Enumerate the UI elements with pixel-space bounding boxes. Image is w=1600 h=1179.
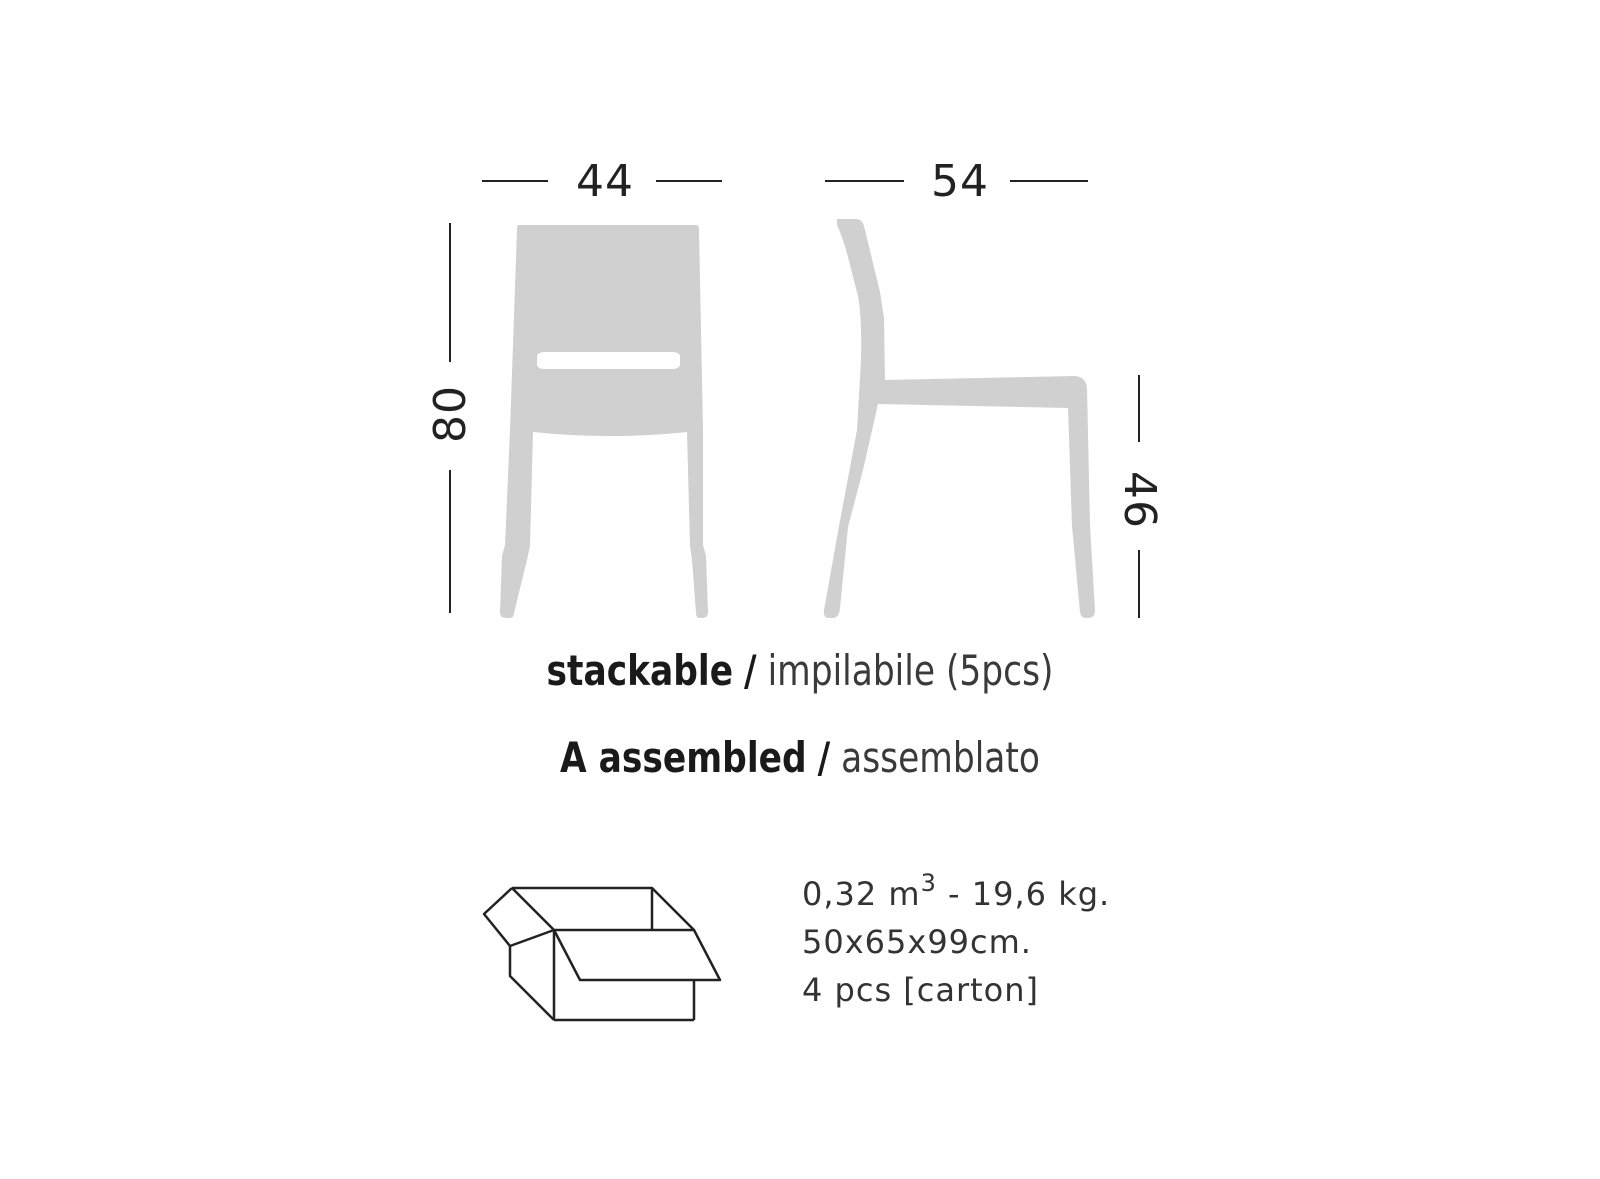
stackable-label-en: stackable: [546, 646, 734, 695]
assembled-caption: [144, 733, 1456, 782]
packaging-volume-exponent: 3: [920, 869, 937, 897]
chair-side-view: [824, 219, 1095, 618]
stackable-separator: /: [744, 646, 757, 695]
assembled-label-it: assemblato: [841, 733, 1040, 782]
assembled-label-en: A assembled: [560, 733, 807, 782]
chair-front-view: [500, 225, 708, 618]
packaging-weight: - 19,6 kg.: [936, 875, 1111, 913]
packaging-volume-weight: [802, 870, 1110, 918]
front-width-value: 44: [576, 156, 634, 207]
assembled-separator: /: [817, 733, 831, 782]
side-depth-value: 54: [931, 156, 989, 207]
stackable-caption: [144, 646, 1456, 695]
open-carton-box-icon: [480, 884, 724, 1024]
packaging-size: 50x65x99cm.: [802, 923, 1032, 961]
seat-height-value: 46: [1114, 471, 1165, 529]
packaging-quantity: 4 pcs [carton]: [802, 971, 1040, 1009]
total-height-value: 80: [425, 385, 476, 443]
packaging-volume-prefix: 0,32 m: [802, 875, 921, 913]
stackable-label-it: impilabile (5pcs): [767, 646, 1054, 695]
packaging-info: [802, 870, 1110, 1014]
